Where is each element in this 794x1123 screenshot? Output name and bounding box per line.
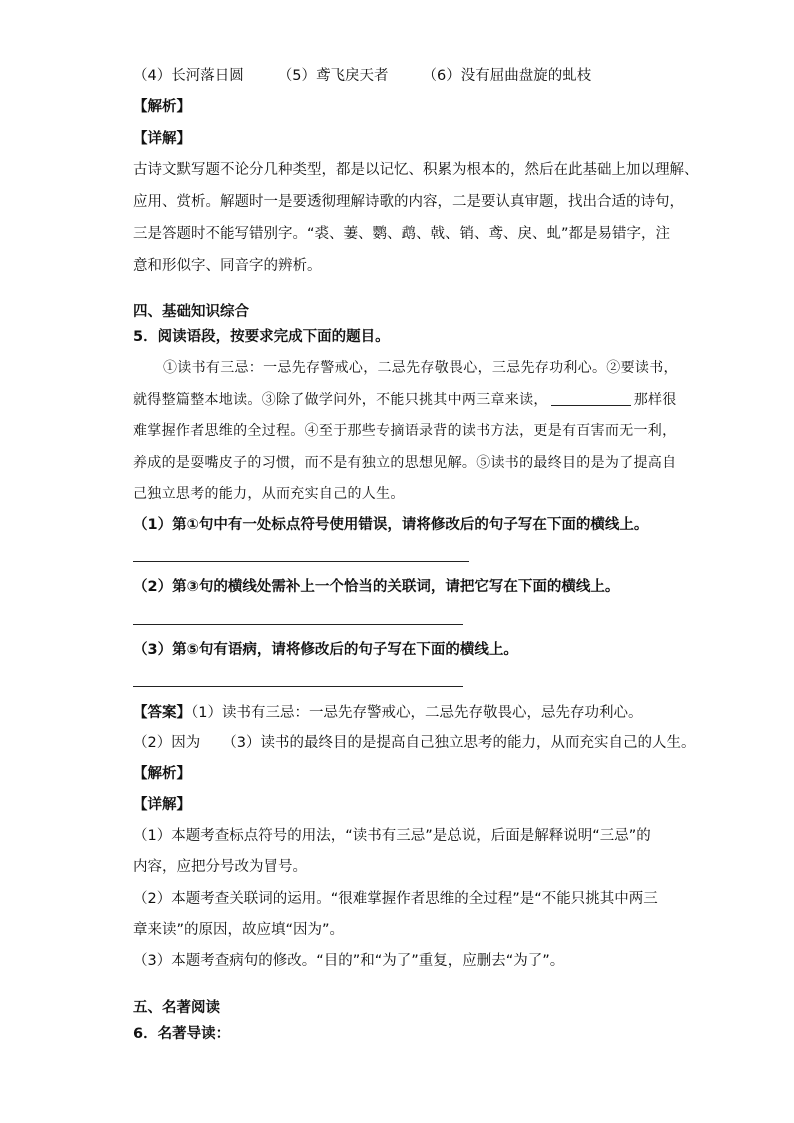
- section-5-heading: 五、名著阅读: [133, 1000, 220, 1016]
- q6-title: 6．名著导读：: [133, 1026, 231, 1042]
- q5-jiexi-label: 【解析】: [133, 766, 191, 782]
- q5-explain-line-2: 内容，应把分号改为冒号。: [133, 859, 307, 875]
- answer-6: （6）没有屈曲盘旋的虬枝: [422, 68, 592, 84]
- passage-line-1: ①读书有三忌：一忌先存警戒心，二忌先存敬畏心，三忌先存功利心。②要读书，: [163, 360, 678, 376]
- passage-line-3: 难掌握作者思维的全过程。④至于那些专摘语录背的读书方法，更是有百害而无一利，: [133, 423, 677, 439]
- passage-line-2-text: 就得整篇整本地读。③除了做学问外，不能只挑其中两三章来读，: [133, 392, 548, 408]
- q4-jiexi-label: 【解析】: [133, 99, 191, 115]
- q4-explain-line-3: 三是答题时不能写错别字。“裘、萋、鹦、鹉、戟、销、鸢、戾、虬”都是易错字，注: [133, 226, 671, 242]
- passage-line-4: 养成的是耍嘴皮子的习惯，而不是有独立的思想见解。⑤读书的最终目的是为了提高自: [133, 455, 677, 471]
- sub-question-3: （3）第⑤句有语病，请将修改后的句子写在下面的横线上。: [133, 642, 518, 658]
- answer-3-text: （3）读书的最终目的是提高自己独立思考的能力，从而充实自己的人生。: [222, 735, 696, 751]
- q5-explain-line-3: （2）本题考查关联词的运用。“很难掌握作者思维的全过程”是“不能只挑其中两三: [133, 891, 658, 907]
- passage-line-5: 己独立思考的能力，从而充实自己的人生。: [133, 486, 405, 502]
- q4-explain-line-4: 意和形似字、同音字的辨析。: [133, 258, 322, 274]
- q5-explain-line-5: （3）本题考查病句的修改。“目的”和“为了”重复，应删去“为了”。: [133, 953, 565, 969]
- q5-explain-line-1: （1）本题考查标点符号的用法，“读书有三忌”是总说，后面是解释说明“三忌”的: [133, 828, 651, 844]
- answer-line-1-row: [133, 703, 642, 723]
- answer-line-2: [133, 624, 463, 625]
- q5-explain-line-4: 章来读”的原因，故应填“因为”。: [133, 922, 345, 938]
- sub-question-1: （1）第①句中有一处标点符号使用错误，请将修改后的句子写在下面的横线上。: [133, 517, 649, 533]
- fill-in-blank: [551, 391, 631, 406]
- q4-explain-line-2: 应用、赏析。解题时一是要透彻理解诗歌的内容，二是要认真审题，找出合适的诗句，: [133, 194, 684, 210]
- answer-line-1: [133, 561, 469, 562]
- passage-line-2-tail: 那样很: [633, 392, 677, 408]
- answer-line-2-row: [133, 733, 695, 753]
- section-4-heading: 四、基础知识综合: [133, 304, 249, 320]
- answer-line-3: [133, 686, 463, 687]
- q5-xiangjie-label: 【详解】: [133, 797, 191, 813]
- answer-2-text: （2）因为: [133, 735, 201, 751]
- sub-question-2: （2）第③句的横线处需补上一个恰当的关联词，请把它写在下面的横线上。: [133, 579, 620, 595]
- top-answers-line: [133, 66, 591, 86]
- answer-tag: 【答案】: [133, 705, 191, 721]
- q4-xiangjie-label: 【详解】: [133, 131, 191, 147]
- q4-explain-line-1: 古诗文默写题不论分几种类型，都是以记忆、积累为根本的，然后在此基础上加以理解、: [133, 162, 699, 178]
- answer-1-text: （1）读书有三忌：一忌先存警戒心，二忌先存敬畏心，忌先存功利心。: [191, 705, 643, 721]
- answer-5: （5）鸢飞戾天者: [277, 68, 389, 84]
- q5-title: 5．阅读语段，按要求完成下面的题目。: [133, 329, 390, 345]
- answer-4: （4）长河落日圆: [133, 68, 244, 84]
- passage-line-2: [133, 390, 677, 410]
